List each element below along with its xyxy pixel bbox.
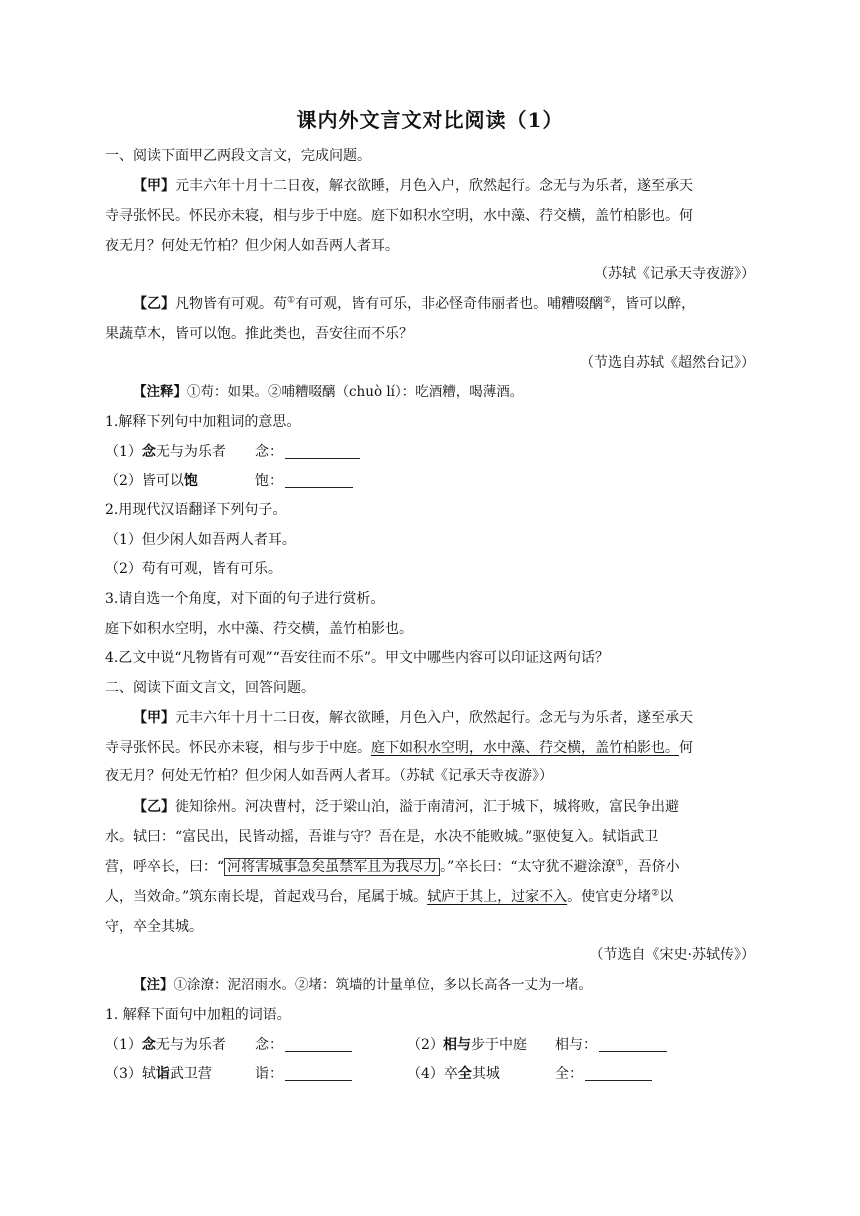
page-title: 课内外文言文对比阅读（1） [296,108,564,132]
passage-jia-line [105,738,755,758]
passage-text: 元丰六年十月十二日夜，解衣欲睡，月色入户，欣然起行。念无与为乐者，遂至承天 [175,178,693,194]
item-text: （3）轼 [105,1066,156,1082]
answer-blank[interactable] [285,1037,352,1052]
bold-word: 全 [457,1066,472,1082]
passage-jia-line: 寺寻张怀民。怀民亦未寝，相与步于中庭。庭下如积水空明，水中藻、荇交横，盖竹柏影也。何 [105,208,693,224]
answer-blank[interactable] [585,1066,652,1081]
passage-text: ，皆可以醉， [611,296,696,312]
passage-yi-line: 果蔬草木，皆可以饱。推此类也，吾安往而不乐？ [105,326,413,342]
item-number: （1） [105,444,142,460]
bold-word: 相与 [443,1037,471,1053]
bold-word: 念 [141,1037,156,1053]
footnote-mark: ① [615,858,624,869]
question-1-row-2 [105,1064,755,1084]
annotation-line [133,382,755,402]
section-heading: 二、阅读下面文言文，回答问题。 [105,680,315,696]
question-1: 1. 解释下面句中加粗的词语。 [105,1007,291,1023]
item-text: 武卫营 [169,1066,212,1082]
answer-blank[interactable] [285,1066,352,1081]
item-text: （4）卒 [407,1066,458,1082]
passage-text: 。使官吏分堵 [567,889,652,905]
passage-jia-line: 夜无月？何处无竹柏？但少闲人如吾两人者耳。 [105,238,399,254]
passage-yi-line [133,797,755,817]
item-body [443,1035,527,1055]
bold-word: 念 [141,444,156,460]
passage-text: 何 [679,740,693,756]
underlined-sentence: 庭下如积水空明，水中藻、荇交横，盖竹柏影也。 [371,740,679,756]
passage-yi-line [133,294,755,314]
passage-text: 徙知徐州。河决曹村，泛于梁山泊，溢于南清河，汇于城下，城将败，富民争出避 [175,799,679,815]
question-1-row-1 [105,1035,755,1055]
passage-jia-line: 夜无月？何处无竹柏？但少闲人如吾两人者耳。（苏轼《记承天寺夜游》） [105,768,553,784]
passage-source: （苏轼《记承天寺夜游》） [594,266,755,282]
annotation-text: ①涂潦：泥沼雨水。②堵：筑墙的计量单位，多以长高各一丈为一堵。 [173,977,592,993]
passage-source: （节选自苏轼《超然台记》） [580,355,755,371]
item-text: 无与为乐者 [155,1037,226,1053]
bold-word: 饱 [183,473,198,489]
question-3-sentence: 庭下如积水空明，水中藻、荇交横，盖竹柏影也。 [105,621,413,637]
passage-yi-line [105,857,755,877]
answer-label: 全： [555,1066,583,1082]
boxed-sentence: 河将害城事急矣虽禁军且为我尽力 [224,858,440,876]
passage-yi-line: 守，卒全其城。 [105,919,203,935]
question-1-item-1 [105,442,755,462]
answer-label: 相与： [555,1037,597,1053]
footnote-mark: ② [651,888,660,899]
item-number: （2） [407,1037,444,1053]
passage-source: （节选自《宋史·苏轼传》） [589,947,755,963]
passage-text: 元丰六年十月十二日夜，解衣欲睡，月色入户，欣然起行。念无与为乐者，遂至承天 [175,710,693,726]
passage-text: 人，当效命。”筑东南长堤，首起戏马台，尾属于城。 [105,889,428,905]
footnote-mark: ② [603,295,612,306]
question-2-item-1: （1）但少闲人如吾两人者耳。 [105,532,296,548]
question-3: 3.请自选一个角度，对下面的句子进行赏析。 [105,591,385,607]
passage-tag: 【乙】 [133,799,175,815]
passage-text: 营，呼卒长，曰：“ [105,859,225,875]
answer-label: 诣： [255,1066,283,1082]
passage-text: 凡物皆有可观。苟 [175,296,287,312]
answer-blank[interactable] [285,444,360,459]
answer-label: 饱： [255,473,283,489]
passage-text: 有可观，皆有可乐，非必怪奇伟丽者也。哺糟啜醨 [295,296,604,312]
section-heading: 一、阅读下面甲乙两段文言文，完成问题。 [105,148,371,164]
passage-yi-line: 水。轼曰：“富民出，民皆动摇，吾谁与守？吾在是，水决不能败城。”驱使复入。轼诣武卫 [105,829,659,845]
underlined-sentence: 轼庐于其上，过家不入 [427,889,568,905]
passage-jia-line [133,176,755,196]
annotation-text: ①苟：如果。②哺糟啜醨（chuò lí）：吃酒糟，喝薄酒。 [187,384,524,400]
annotation-tag: 【注】 [133,977,174,993]
question-1-item-2 [105,471,755,491]
passage-jia-line [133,708,755,728]
answer-blank[interactable] [285,473,353,488]
annotation-tag: 【注释】 [133,384,187,400]
footnote-mark: ① [287,295,296,306]
passage-text: 寺寻张怀民。怀民亦未寝，相与步于中庭。 [105,740,371,756]
passage-yi-line [105,887,755,907]
item-text: 无与为乐者 [155,444,226,460]
answer-label: 念： [255,444,283,460]
annotation-line [133,975,755,995]
item-text: 步于中庭 [471,1037,527,1053]
bold-word: 诣 [155,1066,170,1082]
question-2: 2.用现代汉语翻译下列句子。 [105,502,287,518]
question-1: 1.解释下列句中加粗词的意思。 [105,414,301,430]
passage-tag: 【乙】 [133,296,175,312]
question-2-item-2: （2）苟有可观，皆有可乐。 [105,561,282,577]
passage-text: 。”卒长曰：“太守犹不避涂潦 [440,859,616,875]
item-body [407,1064,500,1084]
item-number: （1） [105,1037,142,1053]
item-text: 其城 [471,1066,500,1082]
answer-blank[interactable] [599,1037,667,1052]
passage-text: ，吾侪小 [623,859,680,875]
passage-text: 以 [659,889,674,905]
item-text: （2）皆可以 [105,473,184,489]
passage-tag: 【甲】 [133,710,175,726]
question-4: 4.乙文中说“凡物皆有可观”“吾安往而不乐”。甲文中哪些内容可以印证这两句话？ [105,650,609,666]
answer-label: 念： [255,1037,283,1053]
passage-tag: 【甲】 [133,178,175,194]
